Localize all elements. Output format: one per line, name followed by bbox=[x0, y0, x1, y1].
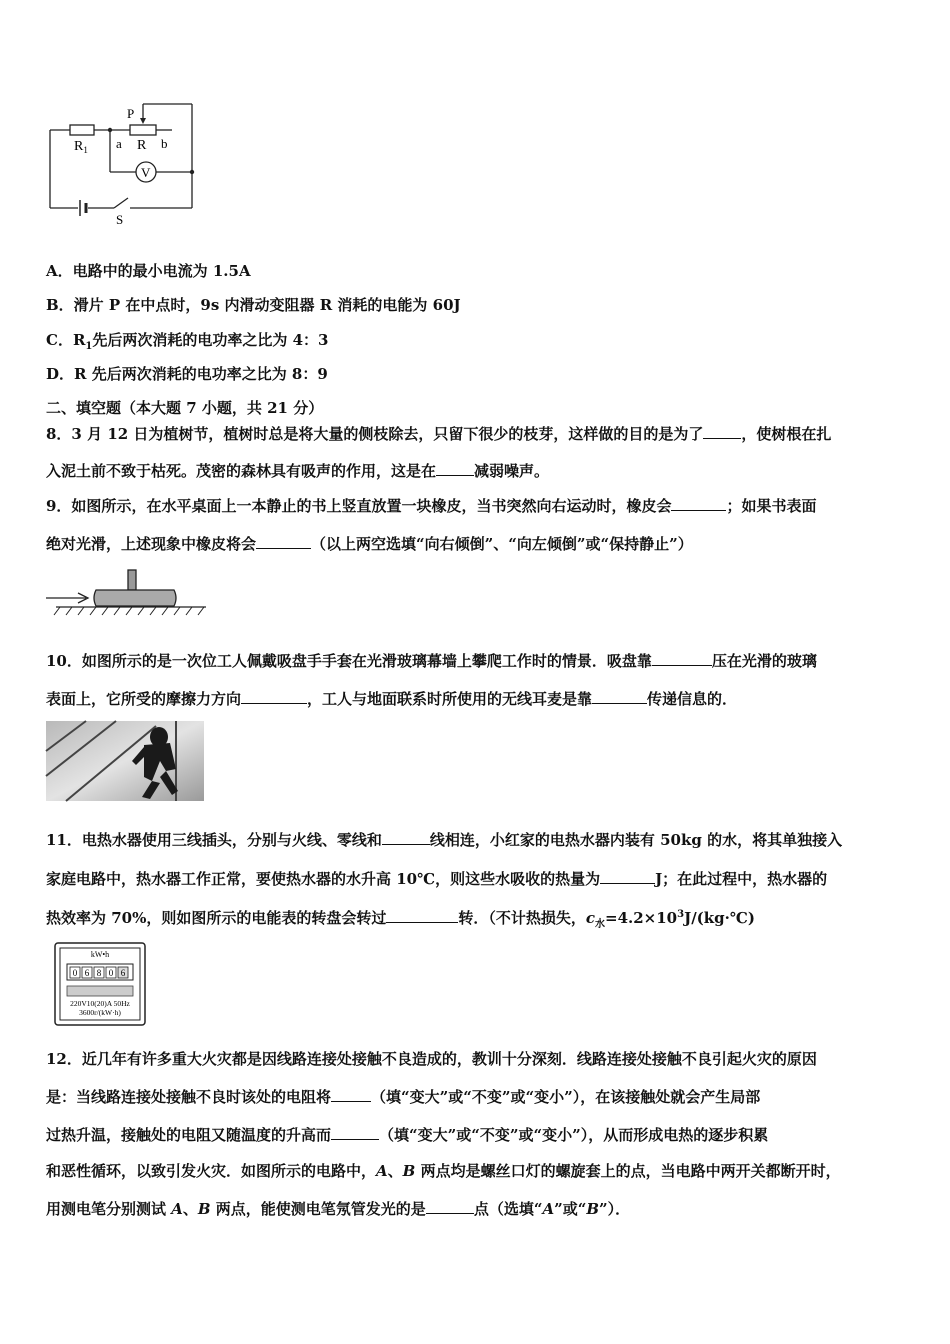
book-eraser-figure bbox=[46, 566, 211, 624]
answer-blank[interactable] bbox=[331, 1124, 379, 1140]
meter-digit: 6 bbox=[120, 968, 126, 978]
q10-line-1: 10．如图所示的是一次位工人佩戴吸盘手手套在光滑玻璃幕墙上攀爬工作时的情景．吸盘靠 压在光滑的玻璃 bbox=[46, 652, 817, 670]
option-c: C．$R_1$先后两次消耗的电功率之比为 4：3 bbox=[46, 331, 329, 352]
label-v: V bbox=[141, 165, 151, 180]
q12-line-1: 12．近几年有许多重大火灾都是因线路连接处接触不良造成的，教训十分深刻．线路连接处接触不良引起火灾的原因 bbox=[46, 1050, 817, 1068]
eraser bbox=[128, 570, 136, 590]
label-p: P bbox=[127, 106, 135, 121]
q12-line-2: 是：当线路连接处接触不良时该处的电阻将 （填“变大”或“不变”或“变小”），在该接触处就会产生局部 bbox=[46, 1088, 761, 1106]
option-a: A．电路中的最小电流为 1.5A bbox=[46, 262, 251, 280]
answer-blank[interactable] bbox=[671, 495, 726, 511]
q8-line-2: 入泥土前不致于枯死。茂密的森林具有吸声的作用，这是在 减弱噪声。 bbox=[46, 462, 550, 480]
q12-line-5: 用测电笔分别测试 A、B 两点，能使测电笔氖管发光的是 点（选填“A”或“B”）． bbox=[46, 1200, 631, 1218]
q11-line-1: 11．电热水器使用三线插头，分别与火线、零线和 线相连，小红家的电热水器内装有 50kg 的水，将其单独接入 bbox=[46, 831, 843, 849]
answer-blank[interactable] bbox=[652, 650, 712, 666]
answer-blank[interactable] bbox=[382, 829, 430, 845]
answer-blank[interactable] bbox=[600, 868, 655, 884]
book bbox=[94, 590, 176, 606]
q11-line-3: 热效率为 70%，则如图所示的电能表的转盘会转过 转．（不计热损失，$c_水=4.2\times 10^3J/(kg\cdot℃)$ bbox=[46, 909, 755, 930]
answer-blank[interactable] bbox=[241, 688, 307, 704]
resistor-r1 bbox=[70, 125, 94, 135]
q9-line-2: 绝对光滑，上述现象中橡皮将会 （以上两空选填“向右倾倒”、“向左倾倒”或“保持静止”） bbox=[46, 535, 693, 553]
label-r: R bbox=[137, 138, 147, 153]
q10-line-2: 表面上，它所受的摩擦力方向 ，工人与地面联系时所使用的无线耳麦是靠 传递信息的． bbox=[46, 690, 738, 708]
answer-blank[interactable] bbox=[331, 1086, 371, 1102]
label-a: a bbox=[116, 136, 122, 151]
option-d: D．R 先后两次消耗的电功率之比为 8：9 bbox=[46, 365, 328, 383]
circuit-diagram bbox=[44, 100, 204, 228]
label-r1: $R_1$ bbox=[74, 139, 88, 155]
answer-blank[interactable] bbox=[436, 460, 474, 476]
meter-digit: 0 bbox=[72, 968, 78, 978]
q12-line-3: 过热升温，接触处的电阻又随温度的升高而 （填“变大”或“不变”或“变小”），从而形成电热的逐步积累 bbox=[46, 1126, 769, 1144]
rheostat-r bbox=[130, 125, 156, 135]
label-s: S bbox=[116, 212, 124, 227]
q12-line-4: 和恶性循环，以致引发火灾．如图所示的电路中，A、B 两点均是螺丝口灯的螺旋套上的点，当电路中两开关都断开时， bbox=[46, 1162, 841, 1180]
glass-wall-worker-photo bbox=[46, 721, 204, 801]
answer-blank[interactable] bbox=[426, 1198, 474, 1214]
meter-digit: 0 bbox=[108, 968, 114, 978]
answer-blank[interactable] bbox=[703, 423, 741, 439]
electric-meter bbox=[54, 942, 146, 1026]
answer-blank[interactable] bbox=[386, 907, 458, 923]
answer-blank[interactable] bbox=[256, 533, 311, 549]
option-b: B．滑片 P 在中点时，9s 内滑动变阻器 R 消耗的电能为 60J bbox=[46, 296, 461, 314]
meter-spec-revs: 3600r/(kW·h) bbox=[79, 1008, 121, 1017]
meter-digit: 8 bbox=[96, 968, 102, 978]
answer-blank[interactable] bbox=[592, 688, 647, 704]
meter-digit: 6 bbox=[84, 968, 90, 978]
section-title: 二、填空题（本大题 7 小题，共 21 分） bbox=[46, 399, 324, 417]
label-b: b bbox=[161, 136, 168, 151]
q9-line-1: 9．如图所示，在水平桌面上一本静止的书上竖直放置一块橡皮，当书突然向右运动时，橡皮会 ；如果书表面 bbox=[46, 497, 817, 515]
meter-unit: kW•h bbox=[90, 950, 110, 959]
q8-line-1: 8．3 月 12 日为植树节，植树时总是将大量的侧枝除去，只留下很少的枝芽，这样做的目的是为了 ，使树根在扎 bbox=[46, 425, 832, 443]
q11-line-2: 家庭电路中，热水器工作正常，要使热水器的水升高 10℃，则这些水吸收的热量为 J；在此过程中，热水器的 bbox=[46, 870, 828, 888]
meter-spec-rating: 220V10(20)A 50Hz bbox=[70, 999, 130, 1008]
